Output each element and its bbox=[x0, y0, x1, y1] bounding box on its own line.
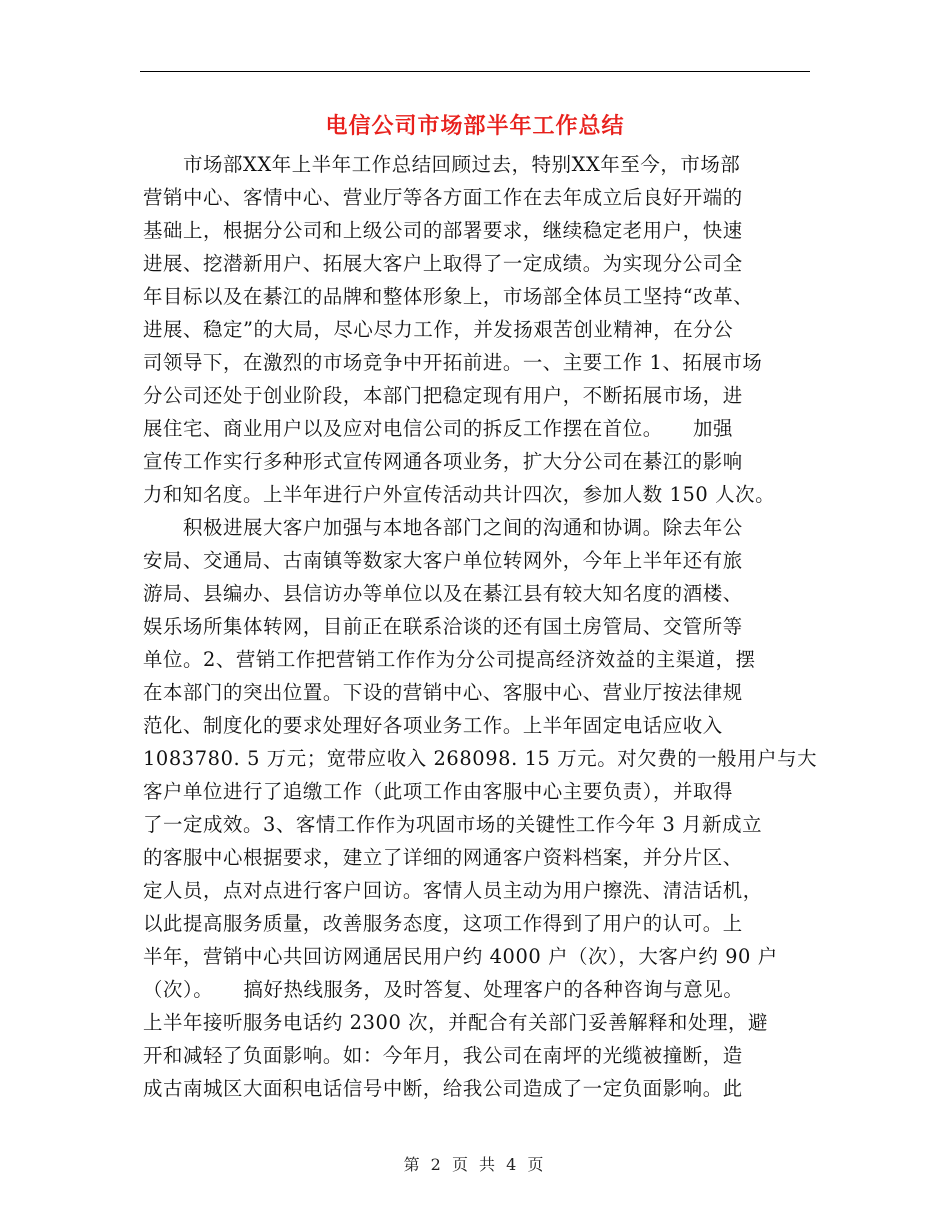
text-line: 基础上，根据分公司和上级公司的部署要求，继续稳定老用户，快速 bbox=[143, 219, 743, 242]
text-line: 上半年接听服务电话约 2300 次，并配合有关部门妥善解释和处理，避 bbox=[143, 1011, 769, 1034]
text-line: 展住宅、商业用户以及应对电信公司的拆反工作摆在首位。 加强 bbox=[143, 417, 734, 440]
text-line: 积极进展大客户加强与本地各部门之间的沟通和协调。除去年公 bbox=[143, 516, 743, 539]
text-line: （次）。 搞好热线服务，及时答复、处理客户的各种咨询与意见。 bbox=[143, 978, 744, 1001]
text-line: 以此提高服务质量，改善服务态度，这项工作得到了用户的认可。上 bbox=[143, 912, 743, 935]
text-line: 单位。2、营销工作把营销工作作为分公司提高经济效益的主渠道，摆 bbox=[143, 648, 756, 671]
page-title: 电信公司市场部半年工作总结 bbox=[325, 113, 625, 139]
header-rule bbox=[140, 71, 810, 72]
text-line: 营销中心、客情中心、营业厅等各方面工作在去年成立后良好开端的 bbox=[143, 186, 743, 209]
text-line: 半年，营销中心共回访网通居民用户约 4000 户（次），大客户约 90 户 bbox=[143, 945, 778, 968]
page-footer: 第 2 页 共 4 页 bbox=[403, 1155, 547, 1174]
text-line: 宣传工作实行多种形式宣传网通各项业务，扩大分公司在綦江的影响 bbox=[143, 450, 743, 473]
text-line: 范化、制度化的要求处理好各项业务工作。上半年固定电话应收入 bbox=[143, 714, 723, 737]
text-line: 安局、交通局、古南镇等数家大客户单位转网外，今年上半年还有旅 bbox=[143, 549, 743, 572]
text-line: 司领导下，在激烈的市场竞争中开拓前进。一、主要工作 1、拓展市场 bbox=[143, 351, 763, 374]
text-line: 的客服中心根据要求，建立了详细的网通客户资料档案，并分片区、 bbox=[143, 846, 743, 869]
text-line: 年目标以及在綦江的品牌和整体形象上，市场部全体员工坚持“改革、 bbox=[143, 285, 754, 308]
text-line: 定人员，点对点进行客户回访。客情人员主动为用户擦洗、清洁话机， bbox=[143, 879, 763, 902]
text-line: 游局、县编办、县信访办等单位以及在綦江县有较大知名度的酒楼、 bbox=[143, 582, 743, 605]
body-text bbox=[143, 148, 818, 1105]
text-line: 力和知名度。上半年进行户外宣传活动共计四次，参加人数 150 人次。 bbox=[143, 483, 776, 506]
text-line: 进展、挖潜新用户、拓展大客户上取得了一定成绩。为实现分公司全 bbox=[143, 252, 743, 275]
text-line: 开和减轻了负面影响。如：今年月，我公司在南坪的光缆被撞断，造 bbox=[143, 1044, 743, 1067]
text-line: 进展、稳定”的大局，尽心尽力工作，并发扬艰苦创业精神，在分公 bbox=[143, 318, 734, 341]
text-line: 在本部门的突出位置。下设的营销中心、客服中心、营业厅按法律规 bbox=[143, 681, 743, 704]
text-line: 了一定成效。3、客情工作作为巩固市场的关键性工作今年 3 月新成立 bbox=[143, 813, 763, 836]
text-line: 成古南城区大面积电话信号中断，给我公司造成了一定负面影响。此 bbox=[143, 1077, 743, 1100]
text-line: 1083780. 5 万元；宽带应收入 268098. 15 万元。对欠费的一般用户与大 bbox=[143, 747, 818, 770]
text-line: 客户单位进行了追缴工作（此项工作由客服中心主要负责），并取得 bbox=[143, 780, 734, 803]
text-line: 娱乐场所集体转网，目前正在联系洽谈的还有国土房管局、交管所等 bbox=[143, 615, 743, 638]
text-line: 分公司还处于创业阶段，本部门把稳定现有用户，不断拓展市场，进 bbox=[143, 384, 743, 407]
text-line: 市场部XX年上半年工作总结回顾过去，特别XX年至今，市场部 bbox=[143, 153, 741, 176]
